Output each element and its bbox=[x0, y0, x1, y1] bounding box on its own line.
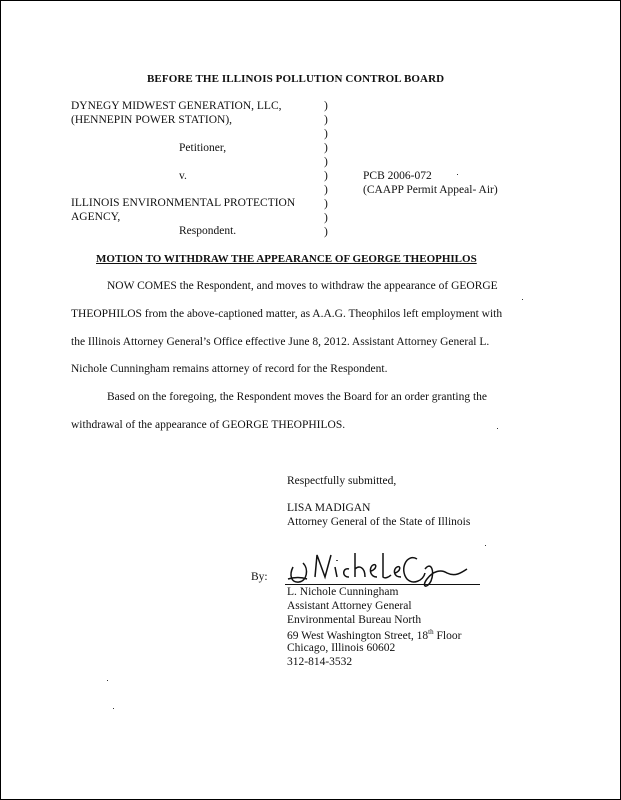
petitioner-name-line1: DYNEGY MIDWEST GENERATION, LLC, bbox=[71, 100, 282, 112]
petitioner-name-line2: (HENNEPIN POWER STATION), bbox=[71, 114, 233, 126]
street-address-floor: Floor bbox=[433, 629, 462, 642]
attorney-general-name: LISA MADIGAN bbox=[287, 502, 371, 514]
signature-line bbox=[285, 584, 480, 585]
body-line: Nichole Cunningham remains attorney of record for the Respondent. bbox=[71, 363, 388, 375]
scan-speck bbox=[107, 680, 108, 681]
scan-speck bbox=[485, 545, 486, 546]
motion-title: MOTION TO WITHDRAW THE APPEARANCE OF GEORGE THEOPHILOS bbox=[96, 253, 477, 265]
scan-speck bbox=[457, 174, 458, 175]
street-address bbox=[287, 629, 461, 642]
caption-bracket: ) bbox=[324, 114, 328, 126]
city-address: Chicago, Illinois 60602 bbox=[287, 642, 396, 654]
caption-bracket: ) bbox=[324, 170, 328, 182]
body-line: THEOPHILOS from the above-captioned matter, as A.A.G. Theophilos left employment with bbox=[71, 308, 503, 320]
caption-bracket: ) bbox=[324, 128, 328, 140]
signer-name: L. Nichole Cunningham bbox=[287, 586, 399, 598]
attorney-general-title: Attorney General of the State of Illinois bbox=[287, 516, 471, 528]
petitioner-role: Petitioner, bbox=[179, 142, 227, 154]
caption-bracket: ) bbox=[324, 156, 328, 168]
respondent-role: Respondent. bbox=[179, 225, 237, 237]
scan-speck bbox=[522, 299, 523, 300]
signer-title: Assistant Attorney General bbox=[287, 600, 412, 612]
respondent-name-line1: ILLINOIS ENVIRONMENTAL PROTECTION bbox=[71, 197, 296, 209]
body-line: NOW COMES the Respondent, and moves to withdraw the appearance of GEORGE bbox=[107, 280, 498, 292]
board-heading: BEFORE THE ILLINOIS POLLUTION CONTROL BOARD bbox=[147, 73, 445, 85]
body-line: Based on the foregoing, the Respondent moves the Board for an order granting the bbox=[107, 391, 488, 403]
caption-bracket: ) bbox=[324, 142, 328, 154]
scan-speck bbox=[113, 708, 114, 709]
caption-bracket: ) bbox=[324, 226, 328, 238]
body-line: the Illinois Attorney General’s Office effective June 8, 2012. Assistant Attorney General L. bbox=[71, 336, 490, 348]
by-label: By: bbox=[251, 571, 268, 583]
phone-number: 312-814-3532 bbox=[287, 656, 353, 668]
caption-bracket: ) bbox=[324, 212, 328, 224]
street-address-main: 69 West Washington Street, 18 bbox=[287, 629, 429, 642]
closing-salutation: Respectfully submitted, bbox=[287, 475, 397, 487]
case-type: (CAAPP Permit Appeal- Air) bbox=[363, 184, 498, 196]
body-line: withdrawal of the appearance of GEORGE THEOPHILOS. bbox=[71, 419, 346, 431]
street-address-ordinal: th bbox=[428, 628, 434, 636]
caption-bracket: ) bbox=[324, 184, 328, 196]
bureau-name: Environmental Bureau North bbox=[287, 614, 422, 626]
versus-label: v. bbox=[179, 170, 187, 182]
caption-bracket: ) bbox=[324, 198, 328, 210]
scan-speck bbox=[497, 428, 498, 429]
caption-bracket: ) bbox=[324, 100, 328, 112]
respondent-name-line2: AGENCY, bbox=[71, 211, 121, 223]
case-number: PCB 2006-072 bbox=[363, 170, 432, 182]
